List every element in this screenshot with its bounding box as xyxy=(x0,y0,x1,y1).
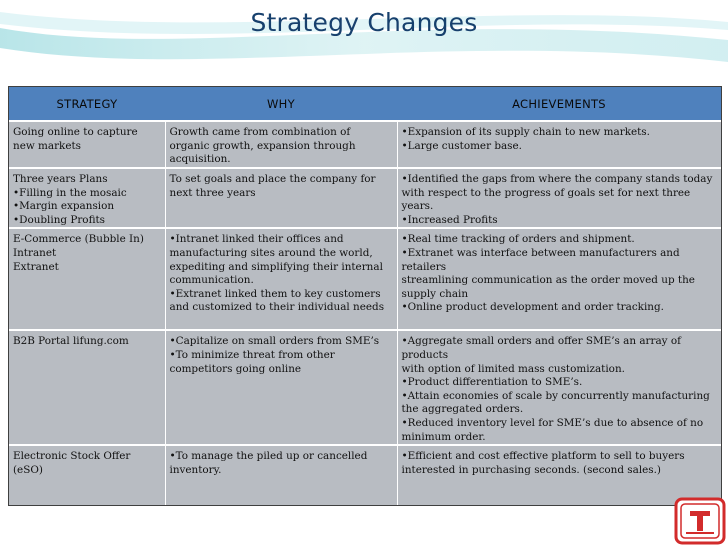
company-seal-logo-icon xyxy=(674,497,726,545)
table-row xyxy=(9,168,721,228)
strategy-cell: Electronic Stock Offer (eSO) xyxy=(9,445,165,505)
strategy-cell: B2B Portal lifung.com xyxy=(9,330,165,445)
achievements-cell: •Expansion of its supply chain to new markets. •Large customer base. xyxy=(397,121,721,168)
why-cell: •Capitalize on small orders from SME’s •To minimize threat from other competitors going online xyxy=(165,330,397,445)
achievements-cell: •Aggregate small orders and offer SME’s an array of products with option of limited mass customization. •Product differentiation to SME’s. •Attain economies of scale by concurrently manufacturing the aggregated orders. •Reduced inventory level for SME’s due to absence of no minimum order. xyxy=(397,330,721,445)
table-row xyxy=(9,445,721,505)
column-header-achievements: ACHIEVEMENTS xyxy=(397,87,721,121)
table-row xyxy=(9,121,721,168)
achievements-cell: •Efficient and cost effective platform to sell to buyers interested in purchasing seconds. (second sales.) xyxy=(397,445,721,505)
column-header-strategy: STRATEGY xyxy=(9,87,165,121)
table-row xyxy=(9,228,721,330)
achievements-cell: •Identified the gaps from where the company stands today with respect to the progress of goals set for next three years. •Increased Profits xyxy=(397,168,721,228)
strategy-cell: Going online to capture new markets xyxy=(9,121,165,168)
table-header-row xyxy=(9,87,721,121)
strategy-cell: E-Commerce (Bubble In) Intranet Extranet xyxy=(9,228,165,330)
strategy-table xyxy=(8,86,722,506)
slide-title: Strategy Changes xyxy=(250,8,478,37)
why-cell: •To manage the piled up or cancelled inventory. xyxy=(165,445,397,505)
achievements-cell: •Real time tracking of orders and shipment. •Extranet was interface between manufacturers and retailers streamlining communication as the order moved up the supply chain •Online product development and order tracking. xyxy=(397,228,721,330)
why-cell: Growth came from combination of organic growth, expansion through acquisition. xyxy=(165,121,397,168)
why-cell: To set goals and place the company for next three years xyxy=(165,168,397,228)
table-row xyxy=(9,330,721,445)
why-cell: •Intranet linked their offices and manufacturing sites around the world, expediting and simplifying their internal communication. •Extranet linked them to key customers and customized to their individual needs xyxy=(165,228,397,330)
strategy-cell: Three years Plans •Filling in the mosaic •Margin expansion •Doubling Profits xyxy=(9,168,165,228)
column-header-why: WHY xyxy=(165,87,397,121)
